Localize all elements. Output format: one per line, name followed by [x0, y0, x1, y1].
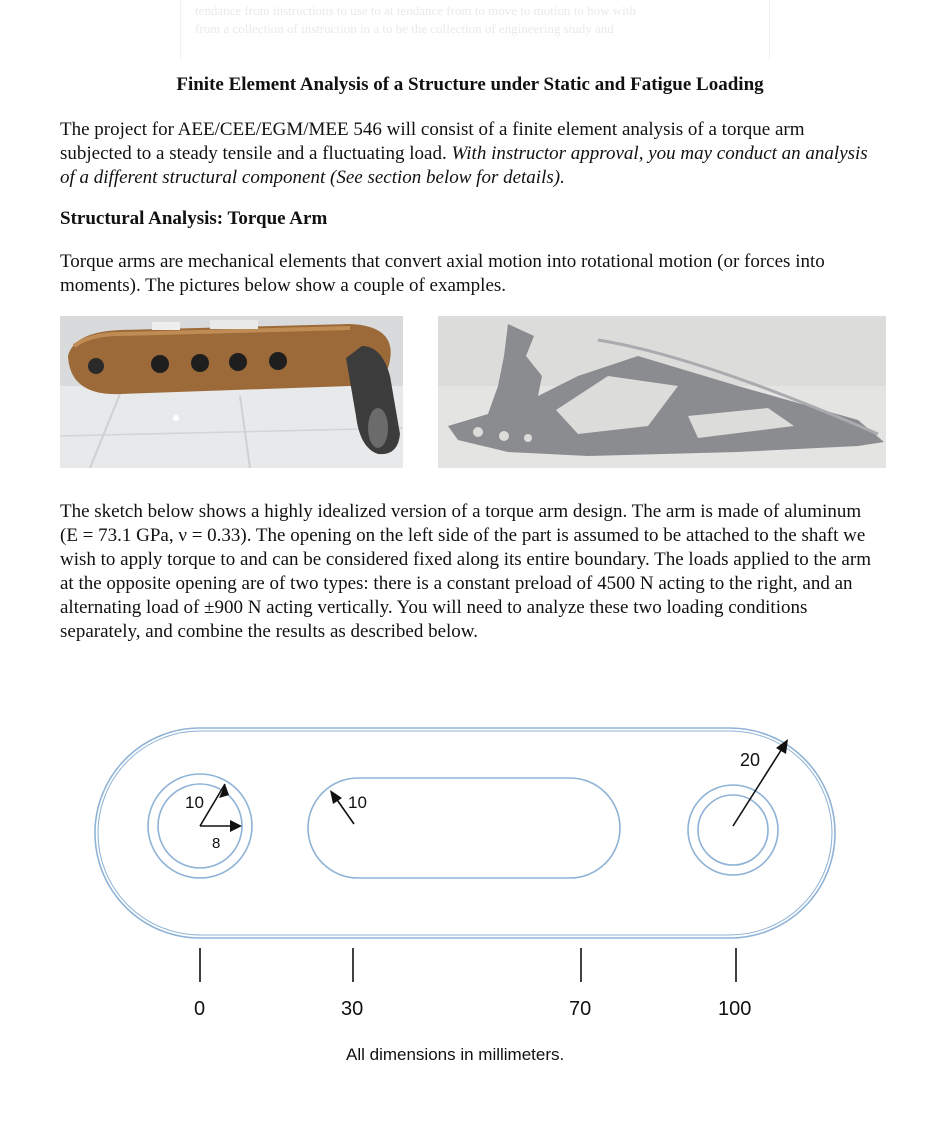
slot-radius-arrowhead: [330, 790, 342, 804]
arm-outline: [95, 728, 835, 938]
right-hole-inner-ring: [698, 795, 768, 865]
faded-header-bleedthrough: [180, 0, 770, 60]
sketch-caption: All dimensions in millimeters.: [346, 1045, 565, 1064]
section-heading: Structural Analysis: Torque Arm: [60, 208, 328, 229]
intro-italic-text: With instructor approval, you may conduct an analysis of a different structural component (See section below for details).: [60, 143, 868, 188]
wooden-torque-arm-photo: [60, 316, 403, 468]
left-inner-radius-arrowhead: [230, 820, 242, 832]
torque-arm-sketch: [90, 700, 870, 1080]
torque-paragraph: Torque arms are mechanical elements that convert axial motion into rotational motion (or forces into moments). The pictures below show a couple of examples.: [60, 251, 825, 296]
ghost-line-2: from a collection of instruction in a to be the collection of engineering study and: [195, 21, 614, 36]
arm-outline-inner-edge: [98, 731, 832, 935]
document-title: Finite Element Analysis of a Structure under Static and Fatigue Loading: [176, 74, 764, 95]
left-hole-inner-dimension: 8: [212, 835, 221, 852]
aluminum-torque-arm-photo: [438, 316, 886, 468]
ghost-line-1: tendance from instructions to use to at tendance from to move to motion to how with: [195, 3, 636, 18]
document-page: [60, 74, 880, 644]
axis-label-70: 70: [569, 998, 592, 1020]
slot-dimension: 10: [348, 793, 367, 812]
intro-paragraph: [60, 118, 880, 190]
axis-label-0: 0: [194, 998, 206, 1020]
sketch-description-paragraph: The sketch below shows a highly idealized version of a torque arm design. The arm is made of aluminum (E = 73.1 GPa, ν = 0.33). The opening on the left side of the part is assumed to be attached to the shaft we wish to apply torque to and can be considered fixed along its entire boundary. The loads applied to the arm at the opposite opening are of two types: there is a constant preload of 4500 N acting to the right, and an alternating load of ±900 N acting vertically. You will need to analyze these two loading conditions separately, and combine the results as described below.: [60, 501, 871, 642]
axis-label-100: 100: [718, 998, 752, 1020]
axis-label-30: 30: [341, 998, 364, 1020]
right-hole-outer-ring: [688, 785, 778, 875]
photo-row: [60, 316, 880, 476]
left-hole-outer-dimension: 10: [185, 793, 204, 812]
intro-plain-text: The project for AEE/CEE/EGM/MEE 546 will consist of a finite element analysis of a torque arm subjected to a steady tensile and a fluctuating load.: [60, 119, 805, 164]
right-end-dimension: 20: [740, 750, 761, 770]
